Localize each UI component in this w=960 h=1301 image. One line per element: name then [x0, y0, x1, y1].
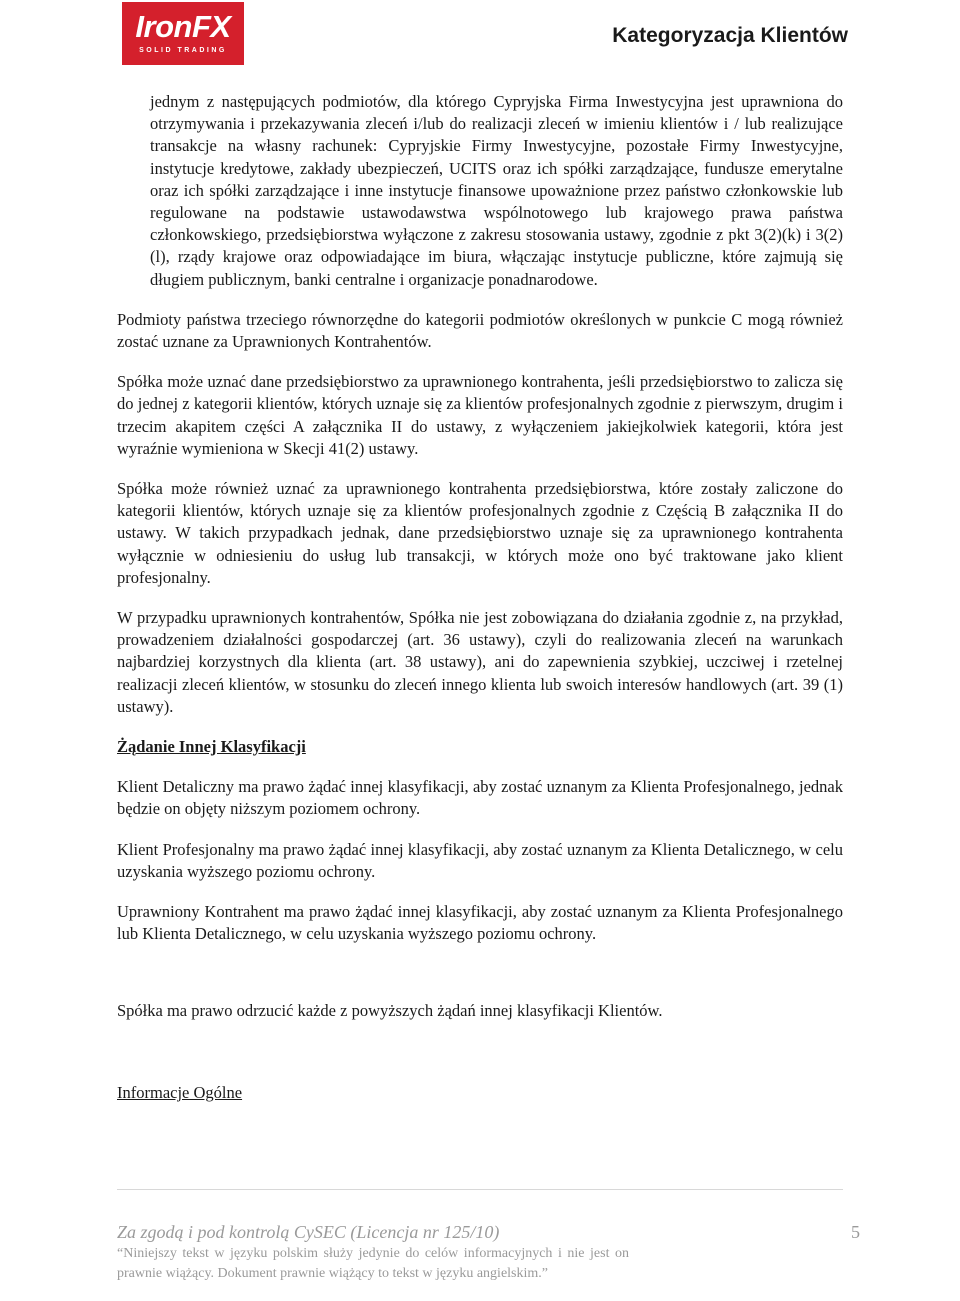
page-header-title: Kategoryzacja Klientów: [612, 24, 848, 47]
paragraph-recognize-counterparty: Spółka może uznać dane przedsiębiorstwo za uprawnionego kontrahenta, jeśli przedsiębiorstwo to zalicza się do jednej z kategorii klientów, których uznaje się za klientów profesjonalnych zgodnie z pierwszym, drugim i trzecim akapitem części A załącznika II do ustawy, z wyłączeniem jakiejkolwiek kategorii, która jest wyraźnie wymieniona w Skecji 41(2) ustawy.: [117, 372, 843, 458]
paragraph-retail-request: Klient Detaliczny ma prawo żądać innej klasyfikacji, aby zostać uznanym za Klienta Profesjonalnego, jednak będzie on objęty niższym poziomem ochrony.: [117, 777, 843, 819]
paragraph-counterparty-request: Uprawniony Kontrahent ma prawo żądać innej klasyfikacji, aby zostać uznanym za Klienta Profesjonalnego lub Klienta Detalicznego, w celu uzyskania wyższego poziomu ochrony.: [117, 902, 843, 944]
document-body: [117, 91, 843, 1104]
section-heading-reclassification: Żądanie Innej Klasyfikacji: [117, 737, 306, 757]
footer-divider: [117, 1189, 843, 1190]
footer-disclaimer: “Niniejszy tekst w języku polskim służy jedynie do celów informacyjnych i nie jest on prawnie wiążący. Dokument prawnie wiążący to tekst w języku angielskim.”: [117, 1246, 629, 1281]
page-number: 5: [851, 1222, 860, 1242]
logo-tagline: SOLID TRADING: [139, 47, 227, 54]
paragraph-eligible-entities: jednym z następujących podmiotów, dla którego Cypryjska Firma Inwestycyjna jest uprawniona do otrzymywania i przekazywania zleceń i/lub do realizacji zleceń w imieniu klientów i / lub realizujące transakcje na własny rachunek: Cypryjskie Firmy Inwestycyjne, pozostałe Firmy Inwestycyjne, instytucje kredytowe, zakłady ubezpieczeń, UCITS oraz ich spółki zarządzające, fundusze emerytalne oraz ich spółki zarządzające i inne instytucje finansowe upoważnione przez państwo członkowskie lub regulowane na podstawie ustawodawstwa wspólnotowego lub krajowego prawa państwa członkowskiego, przedsiębiorstwa wyłączone z zakresu stosowania ustawy, zgodnie z pkt 3(2)(k) i 3(2)(l), rządy krajowe oraz odpowiadające im biura, włączając instytucje publiczne, które zajmują się długiem publicznym, banki centralne i organizacje ponadnarodowe.: [150, 92, 843, 289]
footer-license: Za zgodą i pod kontrolą CySEC (Licencja nr 125/10): [117, 1222, 500, 1242]
paragraph-professional-request: Klient Profesjonalny ma prawo żądać innej klasyfikacji, aby zostać uznanym za Klienta Detalicznego, w celu uzyskania wyższego poziomu ochrony.: [117, 839, 843, 881]
paragraph-right-to-refuse: Spółka ma prawo odrzucić każde z powyższych żądań innej klasyfikacji Klientów.: [117, 1000, 663, 1020]
paragraph-third-country: Podmioty państwa trzeciego równorzędne do kategorii podmiotów określonych w punkcie C mogą również zostać uznane za Uprawnionych Kontrahentów.: [117, 309, 843, 352]
paragraph-professional-counterparty: Spółka może również uznać za uprawnionego kontrahenta przedsiębiorstwa, które zostały zaliczone do kategorii klientów, których uznaje się za klientów profesjonalnych zgodnie z Częścią B załącznika II do ustawy. W takich przypadkach jednak, dane przedsiębiorstwo uznaje się za uprawnionego kontrahenta wyłącznie w odniesieniu do usług lub transakcji, w których może ono być traktowane jako klient profesjonalny.: [117, 479, 843, 587]
section-heading-general-info: Informacje Ogólne: [117, 1082, 243, 1102]
paragraph-counterparty-obligations: W przypadku uprawnionych kontrahentów, Spółka nie jest zobowiązana do działania zgodnie z, na przykład, prowadzeniem działalności gospodarczej (art. 36 ustawy), czyli do realizowania zleceń na warunkach najbardziej korzystnych dla klienta (art. 38 ustawy), ani do zapewnienia szybkiej, uczciwej i rzetelnej realizacji zleceń klientów, w stosunku do zleceń innego klienta lub swoich interesów handlowych (art. 39 (1) ustawy).: [117, 608, 843, 716]
logo-text: IronFX: [135, 9, 231, 44]
company-logo: [122, 2, 244, 65]
